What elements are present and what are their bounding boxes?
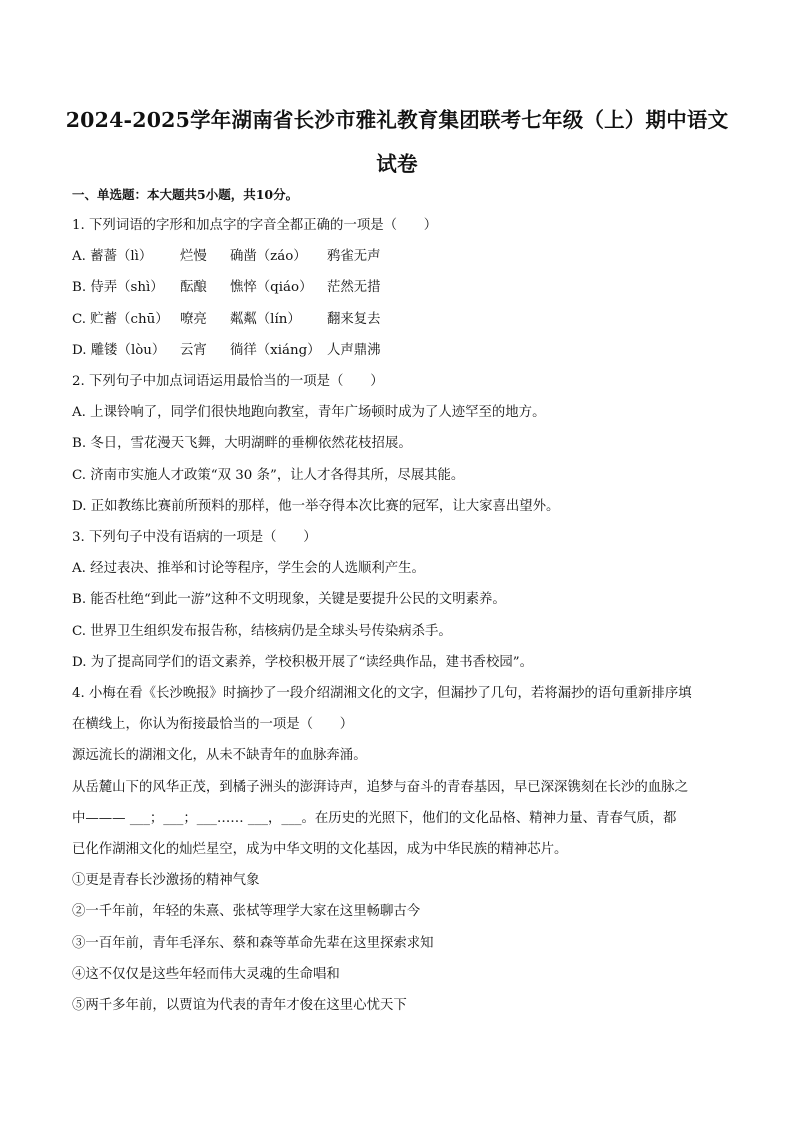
question-3-option-b: B. 能否杜绝“到此一游”这种不文明现象，关键是要提升公民的文明素养。 [72,592,506,607]
question-1-option-d [72,341,381,361]
option-c-word-2: 嘹亮 [180,312,207,327]
passage-line-1: 源远流长的湖湘文化，从未不缺青年的血脉奔涌。 [72,748,367,763]
sentence-item-5: ⑤两千多年前，以贾谊为代表的青年才俊在这里心忧天下 [72,998,407,1013]
question-3-option-d: D. 为了提高同学们的语文素养，学校积极开展了“读经典作品，建书香校园”。 [72,655,533,670]
question-1-option-c [72,310,381,330]
option-a-word-2: 烂慢 [180,249,207,264]
option-c-word-1: C. 贮蓄（chū） [72,312,169,327]
question-3-option-a: A. 经过表决、推举和讨论等程序，学生会的人选顺利产生。 [72,561,425,576]
question-1-stem: 1. 下列词语的字形和加点字的字音全都正确的一项是（ ） [72,218,438,233]
option-a-word-3: 确凿（záo） [230,249,307,264]
passage-line-2: 从岳麓山下的风华正茂，到橘子洲头的澎湃诗声，追梦与奋斗的青春基因，早已深深镌刻在长沙的血脉之 [72,780,688,795]
sentence-item-3: ③一百年前，青年毛泽东、蔡和森等革命先辈在这里探索求知 [72,936,434,951]
sentence-item-1: ①更是青春长沙激扬的精神气象 [72,873,260,888]
section-heading: 一、单选题：本大题共5小题，共10分。 [72,187,299,202]
question-1-option-a [72,247,381,267]
option-d-word-1: D. 雕镂（lòu） [72,343,166,358]
option-d-word-4: 人声鼎沸 [327,343,381,358]
question-2-option-a: A. 上课铃响了，同学们很快地跑向教室，青年广场顿时成为了人迹罕至的地方。 [72,405,546,420]
question-2-option-d: D. 正如教练比赛前所预料的那样，他一举夺得本次比赛的冠军，让大家喜出望外。 [72,499,560,514]
question-3-option-c: C. 世界卫生组织发布报告称，结核病仍是全球头号传染病杀手。 [72,624,452,639]
question-4-stem-line-2: 在横线上，你认为衔接最恰当的一项是（ ） [72,717,354,732]
sentence-item-2: ②一千年前，年轻的朱熹、张栻等理学大家在这里畅聊古今 [72,904,421,919]
option-a-word-4: 鸦雀无声 [327,249,381,264]
question-1-option-b [72,278,381,298]
question-2-option-b: B. 冬日，雪花漫天飞舞，大明湖畔的垂柳依然花枝招展。 [72,436,412,451]
option-d-word-3: 徜徉（xiáng） [230,343,321,358]
option-b-word-3: 憔悴（qiáo） [230,280,313,295]
option-b-word-4: 茫然无措 [327,280,381,295]
passage-line-4: 已化作湖湘文化的灿烂星空，成为中华文明的文化基因，成为中华民族的精神芯片。 [72,842,568,857]
option-b-word-2: 酝酿 [180,280,207,295]
option-a-word-1: A. 蓄薔（lì） [72,249,153,264]
question-2-stem: 2. 下列句子中加点词语运用最恰当的一项是（ ） [72,374,384,389]
page-title: 2024-2025学年湖南省长沙市雅礼教育集团联考七年级（上）期中语文试卷 [65,108,729,176]
question-2-option-c: C. 济南市实施人才政策“双 30 条”，让人才各得其所，尽展其能。 [72,468,465,483]
option-b-word-1: B. 侍弄（shì） [72,280,164,295]
option-c-word-3: 粼粼（lín） [230,312,301,327]
passage-line-3: 中——— ___；___；___…… ___，___。在历史的光照下，他们的文化品格、精神力量、青春气质，都 [72,811,677,826]
question-4-stem-line-1: 4. 小梅在看《长沙晚报》时摘抄了一段介绍湖湘文化的文字，但漏抄了几句，若将漏抄的语句重新排序填 [72,686,692,701]
option-c-word-4: 翻来复去 [327,312,381,327]
option-d-word-2: 云宵 [180,343,207,358]
sentence-item-4: ④这不仅仅是这些年轻而伟大灵魂的生命唱和 [72,967,340,982]
question-3-stem: 3. 下列句子中没有语病的一项是（ ） [72,530,317,545]
